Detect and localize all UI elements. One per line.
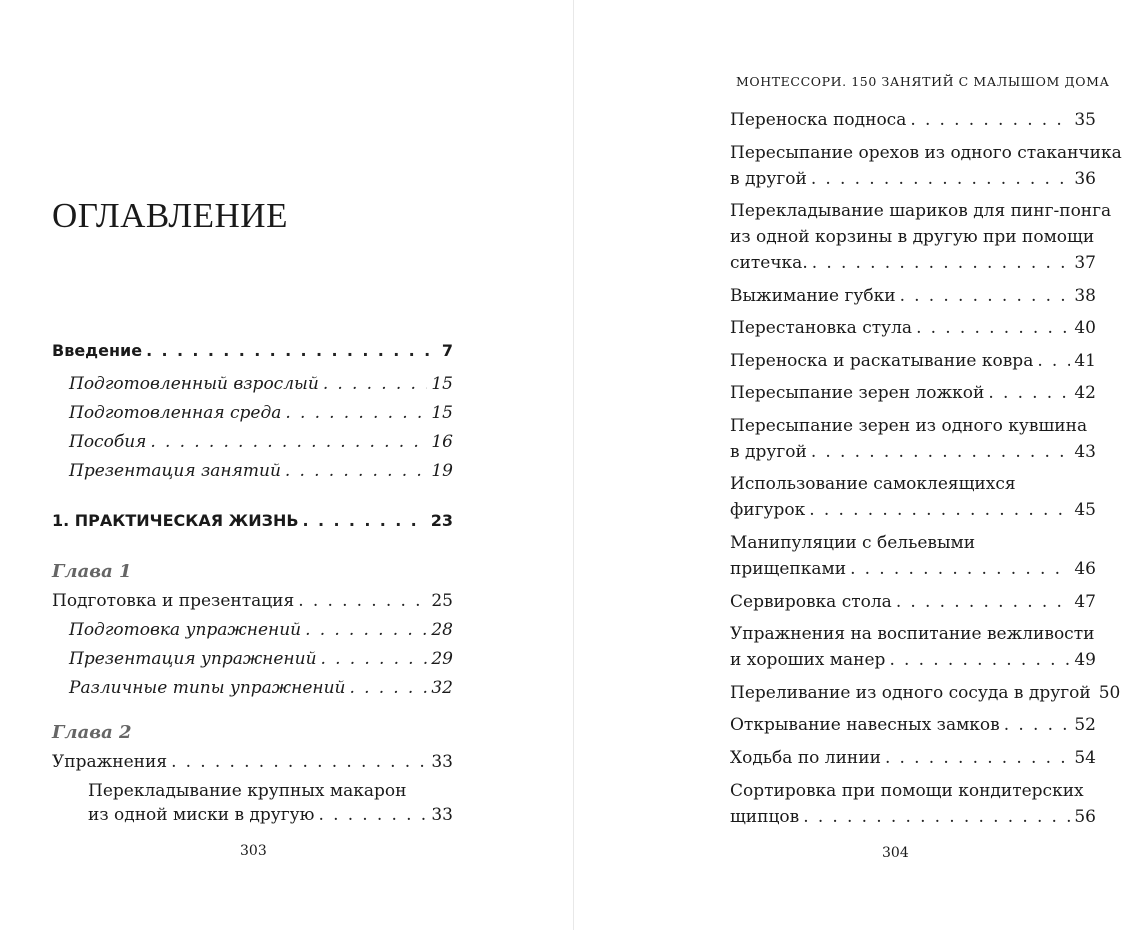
toc-entry-line: Перекладывание шариков для пинг-понга (730, 201, 1112, 221)
leader-dots (809, 497, 1070, 523)
toc-entry-line: Пересыпание орехов из одного стаканчика (730, 143, 1122, 163)
toc-entry-text: Пересыпание зерен ложкой (730, 383, 985, 403)
toc-title: ОГЛАВЛЕНИЕ (52, 196, 288, 235)
leader-dots (303, 508, 427, 534)
toc-entry-intro[interactable] (52, 338, 453, 364)
leader-dots (285, 458, 427, 484)
toc-entry-page: 38 (1074, 286, 1096, 306)
toc-entry[interactable] (52, 588, 453, 614)
leader-dots (811, 439, 1071, 465)
toc-entry-line: Манипуляции с бельевыми (730, 533, 976, 553)
toc-entry-page: 29 (431, 649, 453, 669)
toc-entry-page: 40 (1074, 318, 1096, 338)
leader-dots (812, 250, 1071, 276)
toc-entry[interactable] (730, 250, 1096, 276)
leader-dots (349, 675, 427, 701)
toc-entry[interactable] (730, 589, 1096, 615)
leader-dots (910, 107, 1070, 133)
toc-entry-page: 33 (431, 805, 453, 825)
running-header: МОНТЕССОРИ. 150 ЗАНЯТИЙ С МАЛЫШОМ ДОМА (736, 74, 1110, 89)
leader-dots (1004, 712, 1071, 738)
toc-entry-page: 43 (1074, 442, 1096, 462)
toc-entry-page: 33 (431, 752, 453, 772)
toc-entry[interactable] (69, 617, 453, 643)
leader-dots (298, 588, 427, 614)
toc-entry-text: и хороших манер (730, 650, 886, 670)
toc-entry-page: 47 (1074, 592, 1096, 612)
toc-entry-line: Использование самоклеящихся (730, 474, 1016, 494)
leader-dots (850, 556, 1070, 582)
toc-entry[interactable] (69, 458, 453, 484)
toc-entry-page: 15 (431, 403, 453, 423)
leader-dots (988, 380, 1070, 406)
left-page (0, 0, 573, 930)
toc-entry-text: из одной миски в другую (88, 805, 315, 825)
toc-entry-page: 46 (1074, 559, 1096, 579)
toc-entry[interactable] (730, 107, 1096, 133)
leader-dots (150, 429, 427, 455)
toc-entry-page: 15 (431, 374, 453, 394)
leader-dots (889, 647, 1070, 673)
toc-entry-page: 37 (1074, 253, 1096, 273)
toc-entry[interactable] (730, 315, 1096, 341)
toc-entry-page: 50 (1098, 683, 1121, 703)
leader-dots (146, 338, 438, 364)
toc-entry-text: прищепками (730, 559, 847, 579)
toc-entry[interactable] (69, 675, 453, 701)
toc-entry-page: 28 (431, 620, 453, 640)
toc-entry[interactable] (730, 348, 1096, 374)
leader-dots (318, 802, 427, 828)
toc-entry-line: из одной корзины в другую при помощи (730, 227, 1095, 247)
toc-entry-page: 35 (1074, 110, 1096, 130)
toc-entry-text: Презентация упражнений (69, 649, 317, 669)
page-number: 303 (240, 843, 267, 859)
leader-dots (896, 589, 1071, 615)
leader-dots (305, 617, 427, 643)
toc-entry-line: Пересыпание зерен из одного кувшина (730, 416, 1088, 436)
toc-entry[interactable] (730, 804, 1096, 830)
leader-dots (321, 646, 428, 672)
toc-entry[interactable] (730, 680, 1121, 706)
toc-entry-text: Подготовка и презентация (52, 591, 295, 611)
toc-entry[interactable] (88, 802, 453, 828)
toc-entry[interactable] (730, 647, 1096, 673)
toc-entry-text: в другой (730, 169, 807, 189)
toc-entry-text: Открывание навесных замков (730, 715, 1000, 735)
toc-entry[interactable] (69, 371, 453, 397)
toc-entry[interactable] (69, 429, 453, 455)
leader-dots (916, 315, 1070, 341)
toc-entry-page: 25 (431, 591, 453, 611)
toc-entry-text: 1. ПРАКТИЧЕСКАЯ ЖИЗНЬ (52, 511, 299, 530)
toc-entry-page: 36 (1074, 169, 1096, 189)
toc-entry-text: Подготовленный взрослый (69, 374, 319, 394)
toc-entry-text: ситечка. (730, 253, 808, 273)
toc-entry-text: Введение (52, 341, 143, 360)
toc-entry-text: Презентация занятий (69, 461, 281, 481)
toc-entry-text: Различные типы упражнений (69, 678, 346, 698)
toc-entry-text: Переливание из одного сосуда в другой (730, 683, 1091, 703)
toc-entry-text: Подготовленная среда (69, 403, 282, 423)
toc-entry[interactable] (730, 166, 1096, 192)
toc-entry[interactable] (52, 749, 453, 775)
toc-entry[interactable] (730, 745, 1096, 771)
page-number: 304 (882, 845, 909, 861)
leader-dots (171, 749, 427, 775)
toc-entry[interactable] (730, 439, 1096, 465)
toc-entry-page: 56 (1074, 807, 1096, 827)
toc-entry[interactable] (730, 283, 1096, 309)
toc-entry-text: Пособия (69, 432, 147, 452)
toc-entry-page: 42 (1074, 383, 1096, 403)
toc-entry-line: Упражнения на воспитание вежливости (730, 624, 1095, 644)
toc-entry-text: Подготовка упражнений (69, 620, 302, 640)
toc-entry-text: Выжимание губки (730, 286, 896, 306)
toc-entry[interactable] (730, 712, 1096, 738)
toc-entry-text: Ходьба по линии (730, 748, 881, 768)
toc-entry-text: Упражнения (52, 752, 168, 772)
toc-entry[interactable] (730, 556, 1096, 582)
toc-entry-line: Перекладывание крупных макарон (88, 781, 407, 801)
toc-entry[interactable] (730, 380, 1096, 406)
toc-entry-text: Переноска и раскатывание ковра (730, 351, 1034, 371)
toc-entry-line: Сортировка при помощи кондитерских (730, 781, 1084, 801)
toc-entry-part[interactable] (52, 508, 453, 534)
toc-entry-text: в другой (730, 442, 807, 462)
toc-entry-page: 41 (1074, 351, 1096, 371)
leader-dots (803, 804, 1070, 830)
toc-entry-text: фигурок (730, 500, 806, 520)
toc-entry-page: 23 (430, 511, 453, 530)
toc-entry-text: Переноска подноса (730, 110, 907, 130)
toc-entry-page: 54 (1074, 748, 1096, 768)
leader-dots (285, 400, 427, 426)
toc-entry-text: щипцов (730, 807, 800, 827)
toc-entry[interactable] (730, 497, 1096, 523)
toc-entry-page: 7 (441, 341, 453, 360)
chapter-label: Глава 1 (52, 561, 132, 582)
right-page (574, 0, 1148, 930)
toc-entry-page: 52 (1074, 715, 1096, 735)
toc-entry-text: Перестановка стула (730, 318, 913, 338)
toc-entry-page: 32 (431, 678, 453, 698)
leader-dots (811, 166, 1071, 192)
leader-dots (1037, 348, 1070, 374)
leader-dots (885, 745, 1070, 771)
toc-entry-page: 16 (431, 432, 453, 452)
leader-dots (323, 371, 428, 397)
chapter-label: Глава 2 (52, 722, 132, 743)
toc-entry[interactable] (69, 646, 453, 672)
toc-entry-page: 45 (1074, 500, 1096, 520)
toc-entry-text: Сервировка стола (730, 592, 892, 612)
toc-entry-page: 19 (431, 461, 453, 481)
toc-entry[interactable] (69, 400, 453, 426)
toc-entry-page: 49 (1074, 650, 1096, 670)
leader-dots (900, 283, 1071, 309)
